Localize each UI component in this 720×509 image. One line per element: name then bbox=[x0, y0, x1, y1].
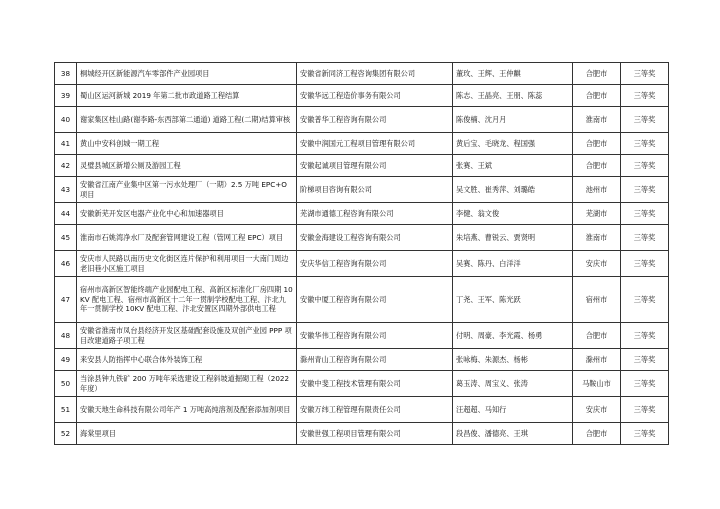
award-level: 三等奖 bbox=[621, 397, 669, 423]
award-table bbox=[54, 62, 669, 445]
row-number: 44 bbox=[55, 203, 77, 225]
row-number: 43 bbox=[55, 177, 77, 203]
participants: 张赛、王斌 bbox=[453, 155, 573, 177]
project-name: 宿州市高新区智能终端产业园配电工程、高新区标准化厂房四期 10KV 配电工程、宿州市高新区十二年一贯制学校配电工程、汴北九年一贯制学校 10KV 配电工程、汴北安置区四期外部供电工程 bbox=[77, 277, 297, 323]
organization: 安徽省新同济工程咨询集团有限公司 bbox=[297, 63, 453, 85]
project-name: 淮南市石姚湾净水厂及配套管网建设工程（管网工程 EPC）项目 bbox=[77, 225, 297, 251]
city: 宿州市 bbox=[573, 277, 621, 323]
project-name: 桐城经开区新能源汽车零部件产业园项目 bbox=[77, 63, 297, 85]
table-row bbox=[55, 155, 669, 177]
award-level: 三等奖 bbox=[621, 423, 669, 445]
table-row bbox=[55, 107, 669, 133]
organization: 阶梯项目咨询有限公司 bbox=[297, 177, 453, 203]
table-row bbox=[55, 203, 669, 225]
row-number: 46 bbox=[55, 251, 77, 277]
project-name: 海棠里项目 bbox=[77, 423, 297, 445]
table-row bbox=[55, 397, 669, 423]
participants: 丁尧、王军、陈光跃 bbox=[453, 277, 573, 323]
organization: 安徽起诚项目管理有限公司 bbox=[297, 155, 453, 177]
organization: 安徽普华工程咨询有限公司 bbox=[297, 107, 453, 133]
organization: 安庆华信工程咨询有限公司 bbox=[297, 251, 453, 277]
table-row bbox=[55, 423, 669, 445]
row-number: 38 bbox=[55, 63, 77, 85]
row-number: 50 bbox=[55, 371, 77, 397]
city: 淮南市 bbox=[573, 225, 621, 251]
project-name: 灵璧县城区新增公厕及游园工程 bbox=[77, 155, 297, 177]
project-name: 谢家集区桂山路(谢李路-东西部第二通道) 道路工程(二期)结算审核 bbox=[77, 107, 297, 133]
award-level: 三等奖 bbox=[621, 177, 669, 203]
table-row bbox=[55, 251, 669, 277]
organization: 安徽金海建设工程咨询有限公司 bbox=[297, 225, 453, 251]
project-name: 安徽省淮南市凤台县经济开发区基础配套设施及双创产业园 PPP 项目改建道路子项工程 bbox=[77, 323, 297, 349]
participants: 付明、周豪、李光霞、杨勇 bbox=[453, 323, 573, 349]
participants: 李健、翁文俊 bbox=[453, 203, 573, 225]
row-number: 40 bbox=[55, 107, 77, 133]
organization: 安徽世强工程项目管理有限公司 bbox=[297, 423, 453, 445]
participants: 朱培燕、曹锐云、贾贤明 bbox=[453, 225, 573, 251]
award-level: 三等奖 bbox=[621, 225, 669, 251]
participants: 张咏梅、朱源杰、杨彬 bbox=[453, 349, 573, 371]
table-row bbox=[55, 349, 669, 371]
city: 合肥市 bbox=[573, 323, 621, 349]
city: 合肥市 bbox=[573, 63, 621, 85]
row-number: 52 bbox=[55, 423, 77, 445]
award-level: 三等奖 bbox=[621, 323, 669, 349]
city: 合肥市 bbox=[573, 155, 621, 177]
city: 芜湖市 bbox=[573, 203, 621, 225]
table-row bbox=[55, 63, 669, 85]
award-table-page bbox=[54, 62, 669, 445]
award-level: 三等奖 bbox=[621, 133, 669, 155]
organization: 安徽中厦工程咨询有限公司 bbox=[297, 277, 453, 323]
city: 合肥市 bbox=[573, 85, 621, 107]
city: 滁州市 bbox=[573, 349, 621, 371]
award-level: 三等奖 bbox=[621, 155, 669, 177]
award-level: 三等奖 bbox=[621, 251, 669, 277]
participants: 陈俊楠、沈月月 bbox=[453, 107, 573, 133]
row-number: 42 bbox=[55, 155, 77, 177]
row-number: 51 bbox=[55, 397, 77, 423]
award-level: 三等奖 bbox=[621, 85, 669, 107]
project-name: 安庆市人民路以南历史文化街区连片保护和利用项目一大南门周边老旧巷小区施工项目 bbox=[77, 251, 297, 277]
row-number: 45 bbox=[55, 225, 77, 251]
table-row bbox=[55, 133, 669, 155]
row-number: 39 bbox=[55, 85, 77, 107]
participants: 汪超超、马知行 bbox=[453, 397, 573, 423]
participants: 陈志、王晶亮、王朋、陈蕊 bbox=[453, 85, 573, 107]
row-number: 41 bbox=[55, 133, 77, 155]
table-row bbox=[55, 85, 669, 107]
row-number: 49 bbox=[55, 349, 77, 371]
organization: 安徽华远工程造价事务有限公司 bbox=[297, 85, 453, 107]
table-row bbox=[55, 277, 669, 323]
city: 安庆市 bbox=[573, 251, 621, 277]
table-row bbox=[55, 323, 669, 349]
participants: 黄后宝、毛晓龙、程国强 bbox=[453, 133, 573, 155]
row-number: 47 bbox=[55, 277, 77, 323]
organization: 安徽中润国元工程项目管理有限公司 bbox=[297, 133, 453, 155]
award-level: 三等奖 bbox=[621, 63, 669, 85]
row-number: 48 bbox=[55, 323, 77, 349]
city: 安庆市 bbox=[573, 397, 621, 423]
project-name: 来安县人防指挥中心联合体外装饰工程 bbox=[77, 349, 297, 371]
participants: 段昌俊、潘德亮、王琪 bbox=[453, 423, 573, 445]
project-name: 安徽天地生命科技有限公司年产 1 万吨高纯溶剂及配套添加剂项目 bbox=[77, 397, 297, 423]
participants: 吴文胜、崔秀萍、刘璐皓 bbox=[453, 177, 573, 203]
project-name: 安徽省江南产业集中区第一污水处理厂（一期）2.5 万吨 EPC+O 项目 bbox=[77, 177, 297, 203]
award-level: 三等奖 bbox=[621, 371, 669, 397]
organization: 安徽中斐工程技术管理有限公司 bbox=[297, 371, 453, 397]
award-level: 三等奖 bbox=[621, 277, 669, 323]
table-row bbox=[55, 225, 669, 251]
table-row bbox=[55, 371, 669, 397]
participants: 董玫、王辉、王仲麒 bbox=[453, 63, 573, 85]
award-level: 三等奖 bbox=[621, 107, 669, 133]
organization: 安徽华伟工程咨询有限公司 bbox=[297, 323, 453, 349]
city: 淮南市 bbox=[573, 107, 621, 133]
award-level: 三等奖 bbox=[621, 349, 669, 371]
project-name: 安徽新芜开发区电器产业化中心和加速器项目 bbox=[77, 203, 297, 225]
organization: 滁州青山工程咨询有限公司 bbox=[297, 349, 453, 371]
table-row bbox=[55, 177, 669, 203]
award-level: 三等奖 bbox=[621, 203, 669, 225]
city: 池州市 bbox=[573, 177, 621, 203]
organization: 安徽万纬工程管理有限责任公司 bbox=[297, 397, 453, 423]
project-name: 蜀山区运河新城 2019 年第二批市政道路工程结算 bbox=[77, 85, 297, 107]
city: 合肥市 bbox=[573, 133, 621, 155]
city: 马鞍山市 bbox=[573, 371, 621, 397]
project-name: 当涂县钟九铁矿 200 万吨年采选建设工程斜坡道掘砌工程（2022 年度） bbox=[77, 371, 297, 397]
participants: 吴赛、陈丹、白洋洋 bbox=[453, 251, 573, 277]
participants: 葛玉涛、周宝义、张涛 bbox=[453, 371, 573, 397]
project-name: 黄山中安科创城一期工程 bbox=[77, 133, 297, 155]
organization: 芜湖市通德工程咨询有限公司 bbox=[297, 203, 453, 225]
city: 合肥市 bbox=[573, 423, 621, 445]
